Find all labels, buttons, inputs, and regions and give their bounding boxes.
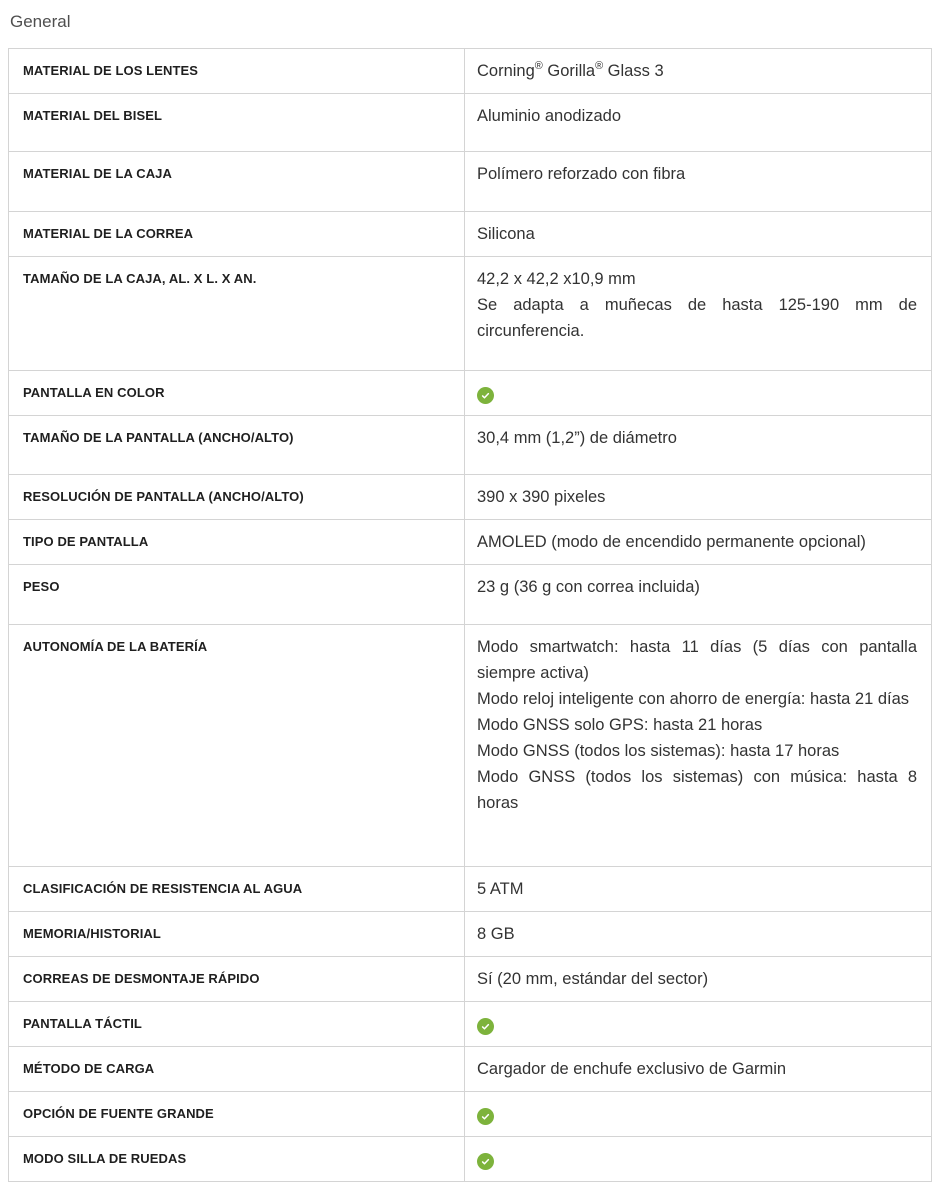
- table-row: [9, 565, 931, 625]
- table-row: [9, 475, 931, 520]
- table-row: [9, 1002, 931, 1047]
- table-row: [9, 520, 931, 565]
- spec-label: CLASIFICACIÓN DE RESISTENCIA AL AGUA: [9, 867, 465, 911]
- spec-label: TIPO DE PANTALLA: [9, 520, 465, 564]
- spec-value: [465, 867, 931, 911]
- spec-value: [465, 565, 931, 624]
- check-icon: [477, 387, 494, 404]
- spec-value-line: 30,4 mm (1,2”) de diámetro: [477, 429, 677, 447]
- spec-value-line: Se adapta a muñecas de hasta 125-190 mm de circunferencia.: [477, 296, 917, 340]
- spec-value-line: 390 x 390 pixeles: [477, 488, 606, 506]
- check-icon: [477, 1153, 494, 1170]
- spec-label: MEMORIA/HISTORIAL: [9, 912, 465, 956]
- spec-value-line: Modo reloj inteligente con ahorro de energía: hasta 21 días: [477, 690, 910, 708]
- spec-table: [8, 48, 932, 1182]
- spec-value: [465, 912, 931, 956]
- spec-value: [465, 212, 931, 256]
- spec-value: [465, 475, 931, 519]
- table-row: [9, 1047, 931, 1092]
- table-row: [9, 94, 931, 152]
- table-row: [9, 371, 931, 416]
- table-row: [9, 416, 931, 475]
- spec-value: [465, 94, 931, 151]
- spec-value: [465, 957, 931, 1001]
- table-row: [9, 257, 931, 371]
- table-row: [9, 625, 931, 867]
- check-icon: [477, 1018, 494, 1035]
- spec-value-line: Cargador de enchufe exclusivo de Garmin: [477, 1060, 787, 1078]
- spec-value-line: Modo GNSS solo GPS: hasta 21 horas: [477, 716, 763, 734]
- spec-label: RESOLUCIÓN DE PANTALLA (ANCHO/ALTO): [9, 475, 465, 519]
- spec-value-line: 42,2 x 42,2 x10,9 mm: [477, 270, 636, 288]
- spec-value: [465, 257, 931, 370]
- spec-label: PESO: [9, 565, 465, 624]
- spec-label: AUTONOMÍA DE LA BATERÍA: [9, 625, 465, 866]
- spec-label: MÉTODO DE CARGA: [9, 1047, 465, 1091]
- spec-value: [465, 371, 931, 415]
- table-row: [9, 1137, 931, 1181]
- spec-value-line: Corning® Gorilla® Glass 3: [477, 59, 664, 80]
- spec-label: MATERIAL DE LA CORREA: [9, 212, 465, 256]
- spec-value: [465, 152, 931, 211]
- spec-value-line: 23 g (36 g con correa incluida): [477, 578, 700, 596]
- spec-label: PANTALLA EN COLOR: [9, 371, 465, 415]
- spec-label: MATERIAL DE LA CAJA: [9, 152, 465, 211]
- spec-value-line: Sí (20 mm, estándar del sector): [477, 970, 709, 988]
- spec-value-line: Modo GNSS (todos los sistemas) con música: hasta 8 horas: [477, 768, 917, 812]
- table-row: [9, 152, 931, 212]
- spec-value: [465, 1092, 931, 1136]
- spec-label: OPCIÓN DE FUENTE GRANDE: [9, 1092, 465, 1136]
- table-row: [9, 49, 931, 94]
- spec-value-line: Silicona: [477, 225, 535, 243]
- spec-value-line: AMOLED (modo de encendido permanente opcional): [477, 533, 866, 551]
- spec-value: [465, 416, 931, 474]
- spec-value-line: 8 GB: [477, 925, 515, 943]
- table-row: [9, 1092, 931, 1137]
- spec-value-line: Polímero reforzado con fibra: [477, 165, 686, 183]
- table-row: [9, 867, 931, 912]
- check-icon: [477, 1108, 494, 1125]
- section-heading: General: [10, 12, 71, 31]
- spec-value-line: Modo smartwatch: hasta 11 días (5 días con pantalla siempre activa): [477, 638, 917, 682]
- spec-label: TAMAÑO DE LA PANTALLA (ANCHO/ALTO): [9, 416, 465, 474]
- spec-value: [465, 520, 931, 564]
- spec-value-line: Aluminio anodizado: [477, 107, 622, 125]
- spec-value: [465, 1002, 931, 1046]
- spec-label: TAMAÑO DE LA CAJA, AL. X L. X AN.: [9, 257, 465, 370]
- table-row: [9, 957, 931, 1002]
- spec-value: [465, 625, 931, 866]
- spec-value: [465, 49, 931, 93]
- spec-value: [465, 1047, 931, 1091]
- spec-value: [465, 1137, 931, 1181]
- spec-label: MATERIAL DE LOS LENTES: [9, 49, 465, 93]
- table-row: [9, 212, 931, 257]
- spec-value-line: Modo GNSS (todos los sistemas): hasta 17 horas: [477, 742, 840, 760]
- spec-value-line: 5 ATM: [477, 880, 524, 898]
- spec-label: CORREAS DE DESMONTAJE RÁPIDO: [9, 957, 465, 1001]
- spec-label: MATERIAL DEL BISEL: [9, 94, 465, 151]
- table-row: [9, 912, 931, 957]
- spec-label: MODO SILLA DE RUEDAS: [9, 1137, 465, 1181]
- spec-label: PANTALLA TÁCTIL: [9, 1002, 465, 1046]
